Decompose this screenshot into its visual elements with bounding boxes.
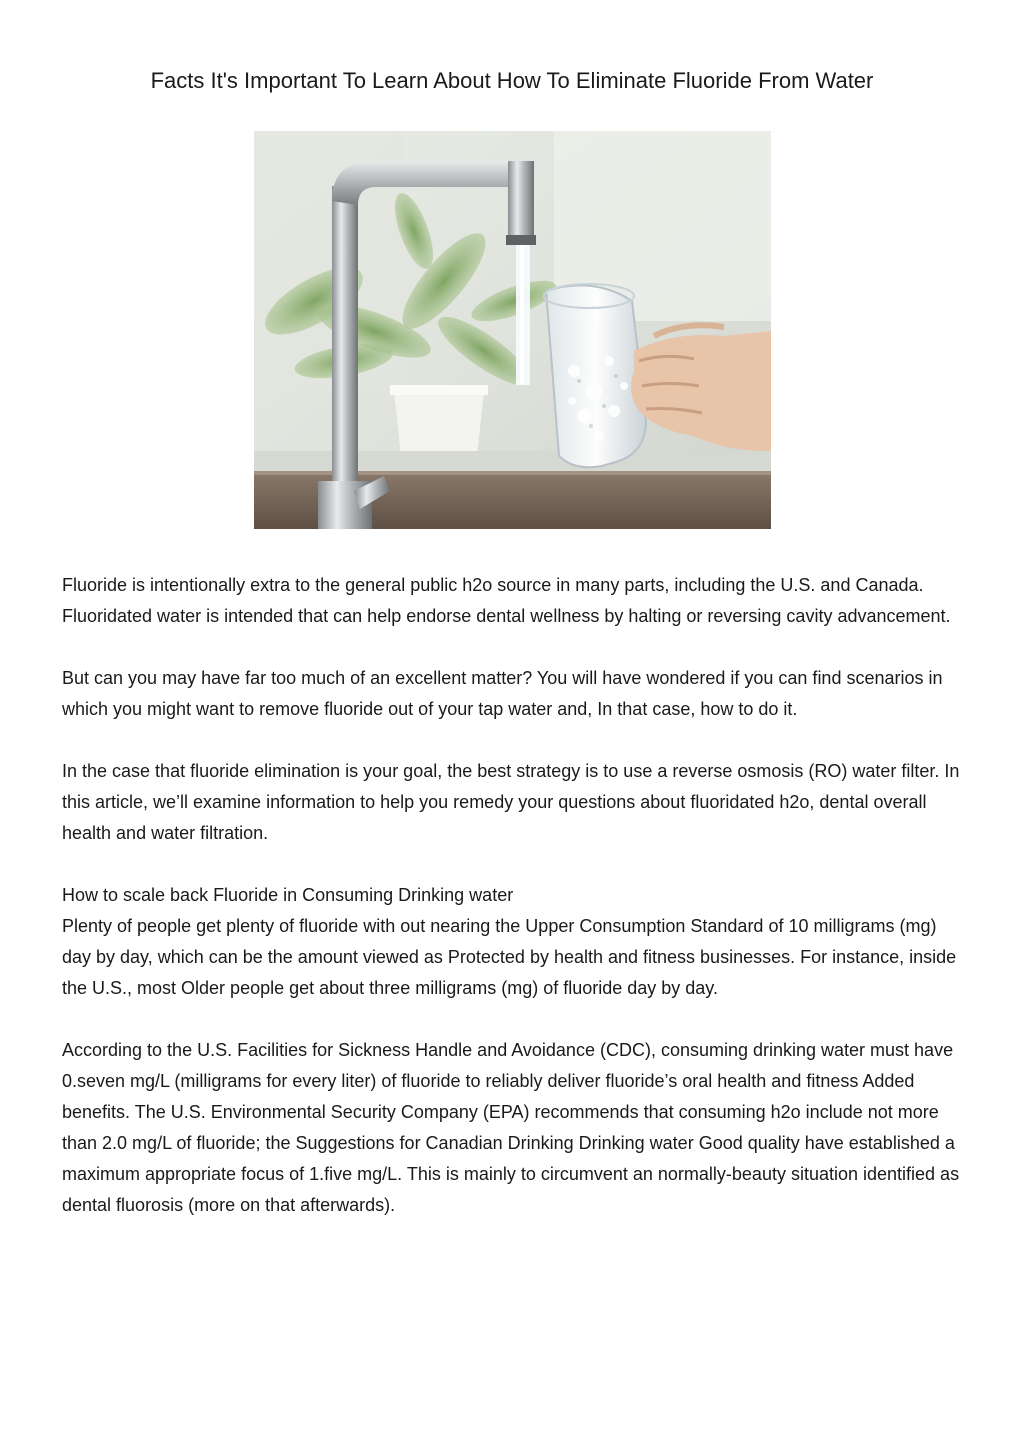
- paragraph-too-much: But can you may have far too much of an excellent matter? You will have wondered if you can find scenarios in which you might want to remove fluoride out of your tap water and, In that case, how to do it.: [62, 668, 943, 719]
- paragraph-intro: Fluoride is intentionally extra to the general public h2o source in many parts, including the U.S. and Canada. Fluoridated water is intended that can help endorse dental wellness by halting or reversing cavity advancement.: [62, 575, 951, 626]
- paragraph-cdc-epa: According to the U.S. Facilities for Sickness Handle and Avoidance (CDC), consuming drinking water must have 0.seven mg/L (milligrams for every liter) of fluoride to reliably deliver fluoride’s oral health and fitness Added benefits. The U.S. Environmental Security Company (EPA) recommends that consuming h2o include not more than 2.0 mg/L of fluoride; the Suggestions for Canadian Drinking Drinking water Good quality have established a maximum appropriate focus of 1.five mg/L. This is mainly to circumvent an normally-beauty situation identified as dental fluorosis (more on that afterwards).: [62, 1040, 960, 1215]
- paragraph-reverse-osmosis: In the case that fluoride elimination is your goal, the best strategy is to use a reverse osmosis (RO) water filter. In this article, we’ll examine information to help you remedy your questions about fluoridated h2o, dental overall health and water filtration.: [62, 761, 960, 843]
- page-title: Facts It's Important To Learn About How To Eliminate Fluoride From Water: [150, 68, 874, 93]
- article-body: [62, 570, 967, 1252]
- faucet-water-glass-photo: [254, 131, 771, 529]
- paragraph-intake: Plenty of people get plenty of fluoride with out nearing the Upper Consumption Standard of 10 milligrams (mg) day by day, which can be the amount viewed as Protected by health and fitness businesses. For instance, inside the U.S., most Older people get about three milligrams (mg) of fluoride day by day.: [62, 916, 957, 998]
- section-heading: How to scale back Fluoride in Consuming Drinking water: [62, 885, 514, 905]
